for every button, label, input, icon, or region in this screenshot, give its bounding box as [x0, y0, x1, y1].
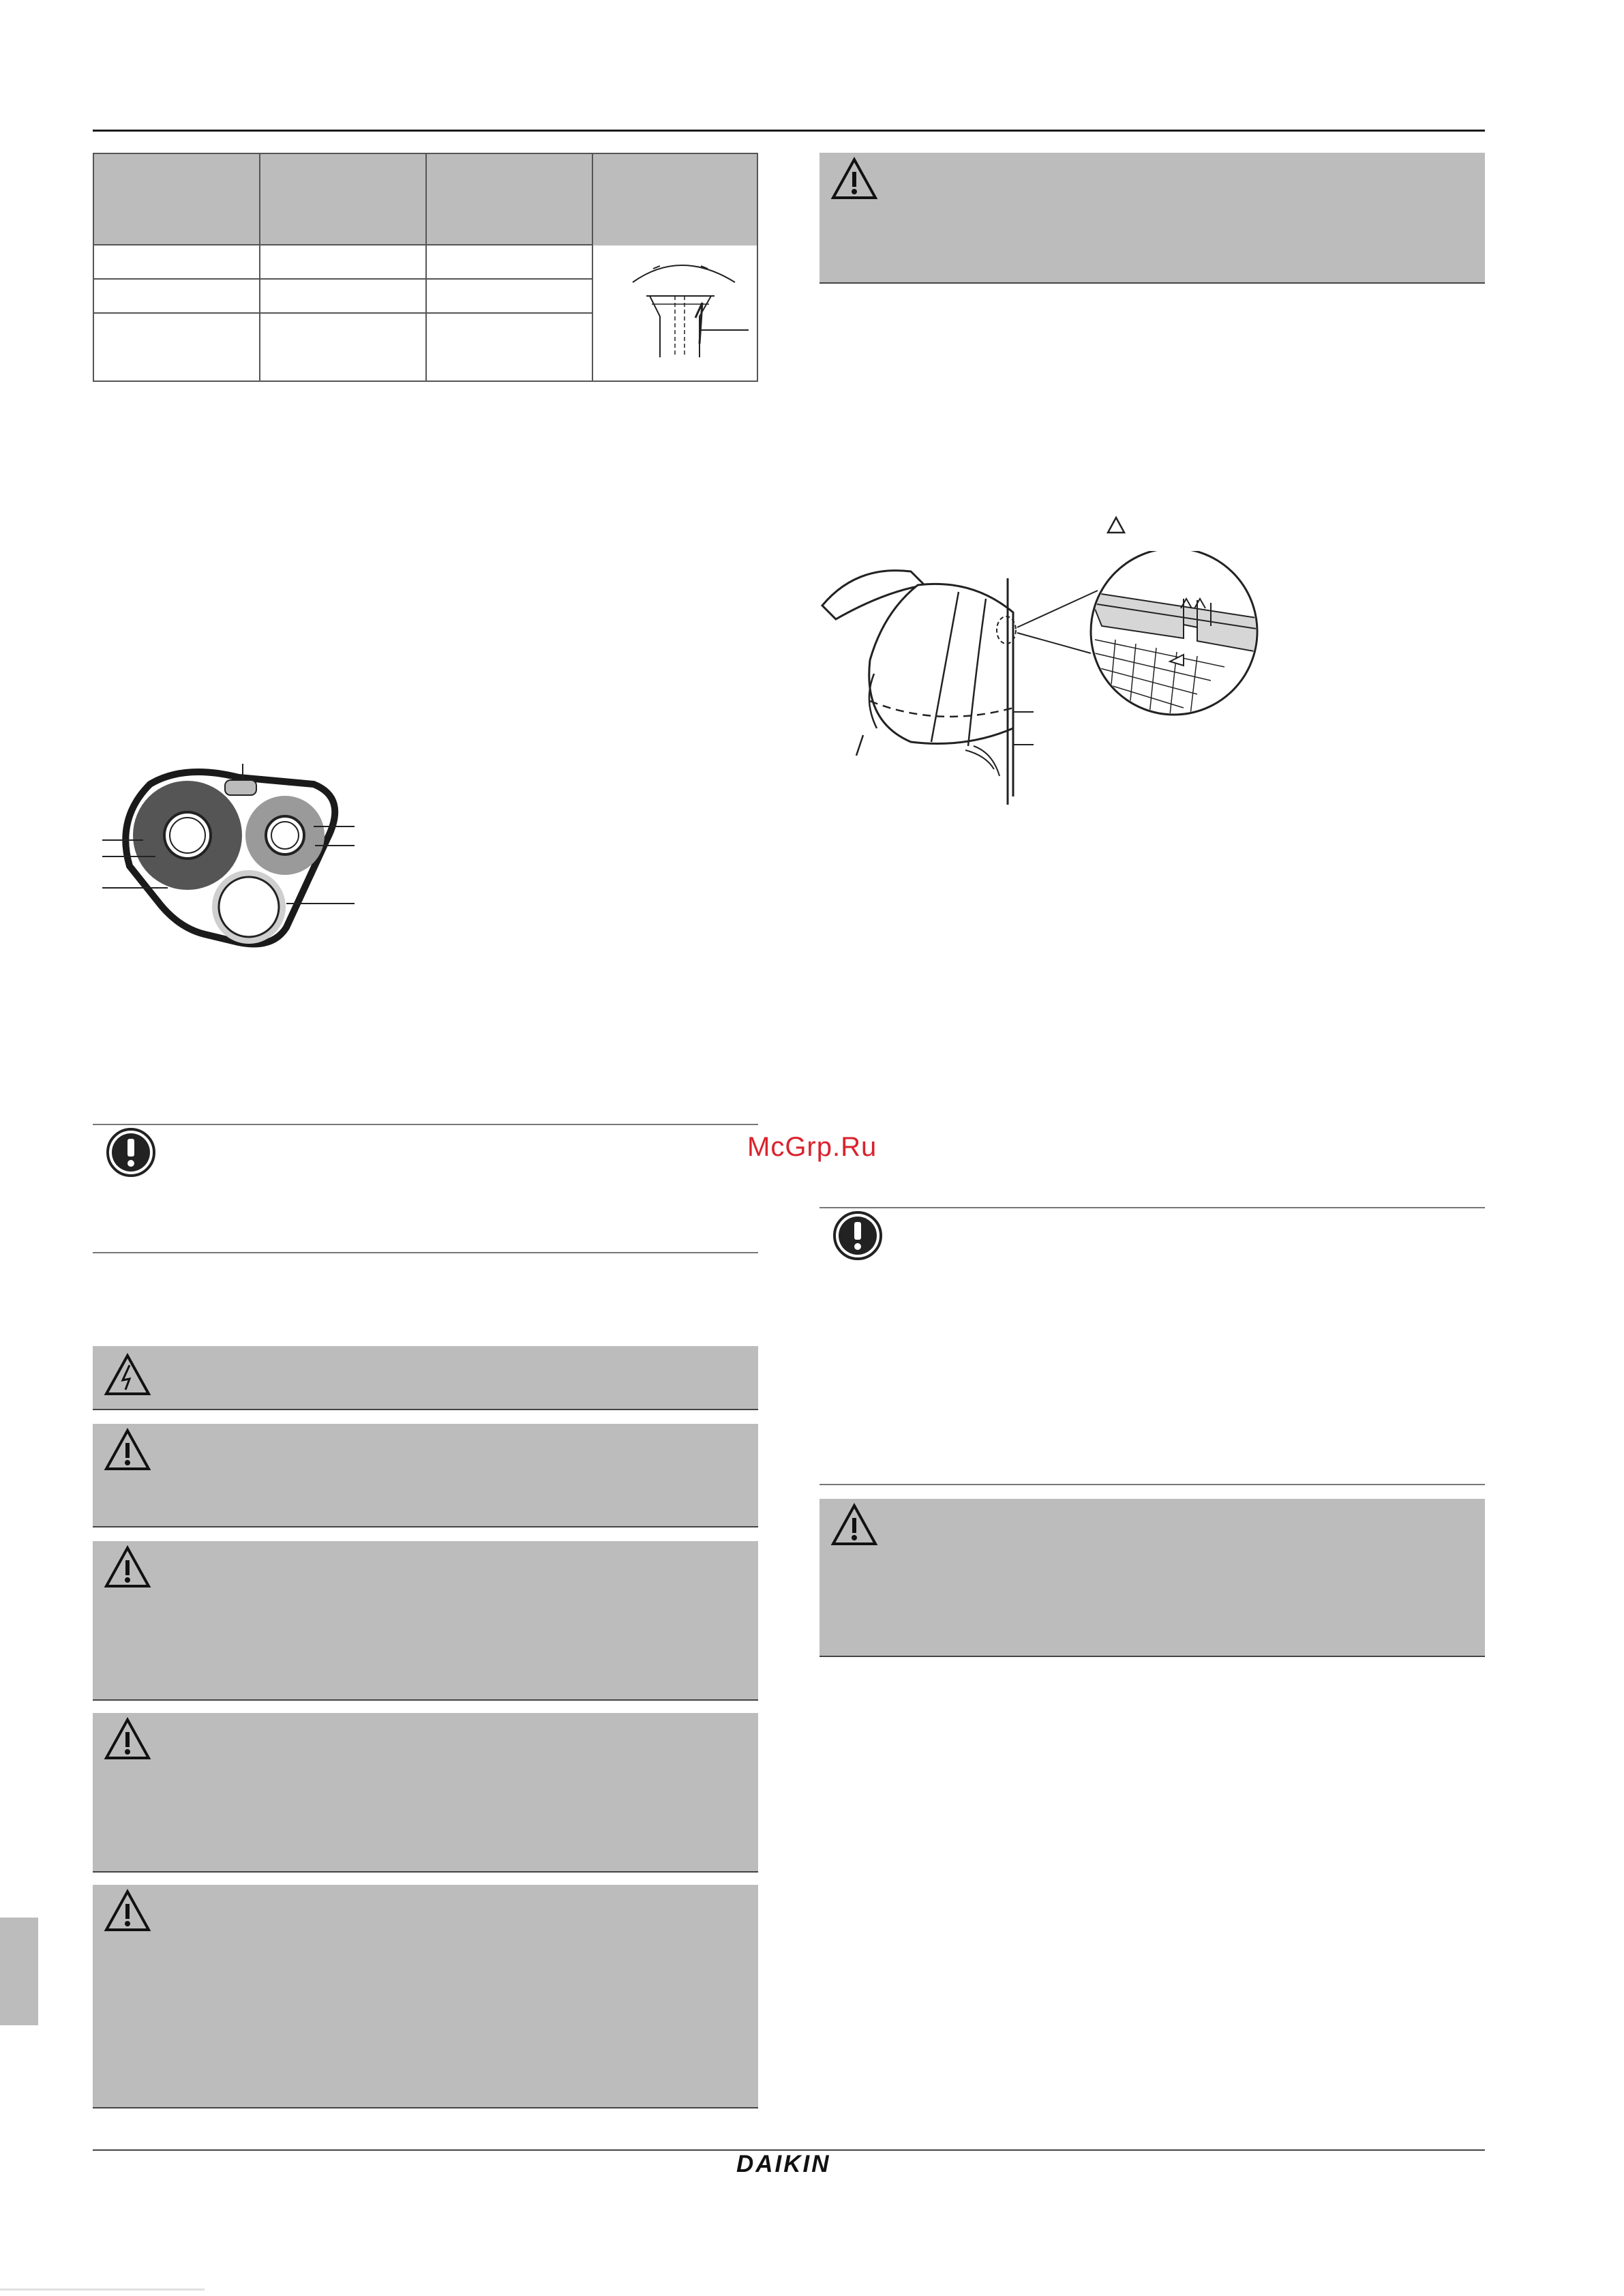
warning-box-4	[93, 1885, 758, 2108]
notice-bottom-rule	[93, 1252, 758, 1253]
exclamation-icon	[832, 1210, 884, 1262]
warning-box-right-bottom	[819, 1499, 1485, 1657]
exclamation-icon	[105, 1127, 157, 1178]
warning-box-3	[93, 1713, 758, 1873]
scan-artifact-line	[0, 2288, 205, 2291]
flare-dimension-table	[93, 153, 758, 382]
warning-triangle-icon	[830, 1503, 878, 1547]
warning-box-1	[93, 1424, 758, 1527]
notice-top-rule	[93, 1124, 758, 1125]
header-rule	[93, 130, 1485, 132]
warning-box-2	[93, 1541, 758, 1701]
watermark-text: McGrp.Ru	[747, 1132, 877, 1162]
triangle-marker-icon	[1106, 516, 1126, 535]
warning-triangle-icon	[104, 1428, 151, 1472]
warning-triangle-icon	[104, 1717, 151, 1761]
warning-triangle-icon	[104, 1545, 151, 1589]
side-language-tab	[0, 1918, 38, 2025]
warning-triangle-icon	[830, 157, 878, 200]
right-notice-bottom-rule	[819, 1484, 1485, 1485]
flare-pipe-diagram	[612, 255, 755, 371]
indoor-unit-installation-diagram	[815, 551, 1265, 810]
electric-hazard-icon	[104, 1353, 151, 1397]
electrical-warning-box	[93, 1346, 758, 1410]
warning-box-right-top	[819, 153, 1485, 284]
warning-triangle-icon	[104, 1889, 151, 1933]
right-notice-top-rule	[819, 1207, 1485, 1208]
daikin-logo: DAIKIN	[736, 2151, 831, 2177]
pipe-insulation-bundle-diagram	[102, 764, 361, 955]
